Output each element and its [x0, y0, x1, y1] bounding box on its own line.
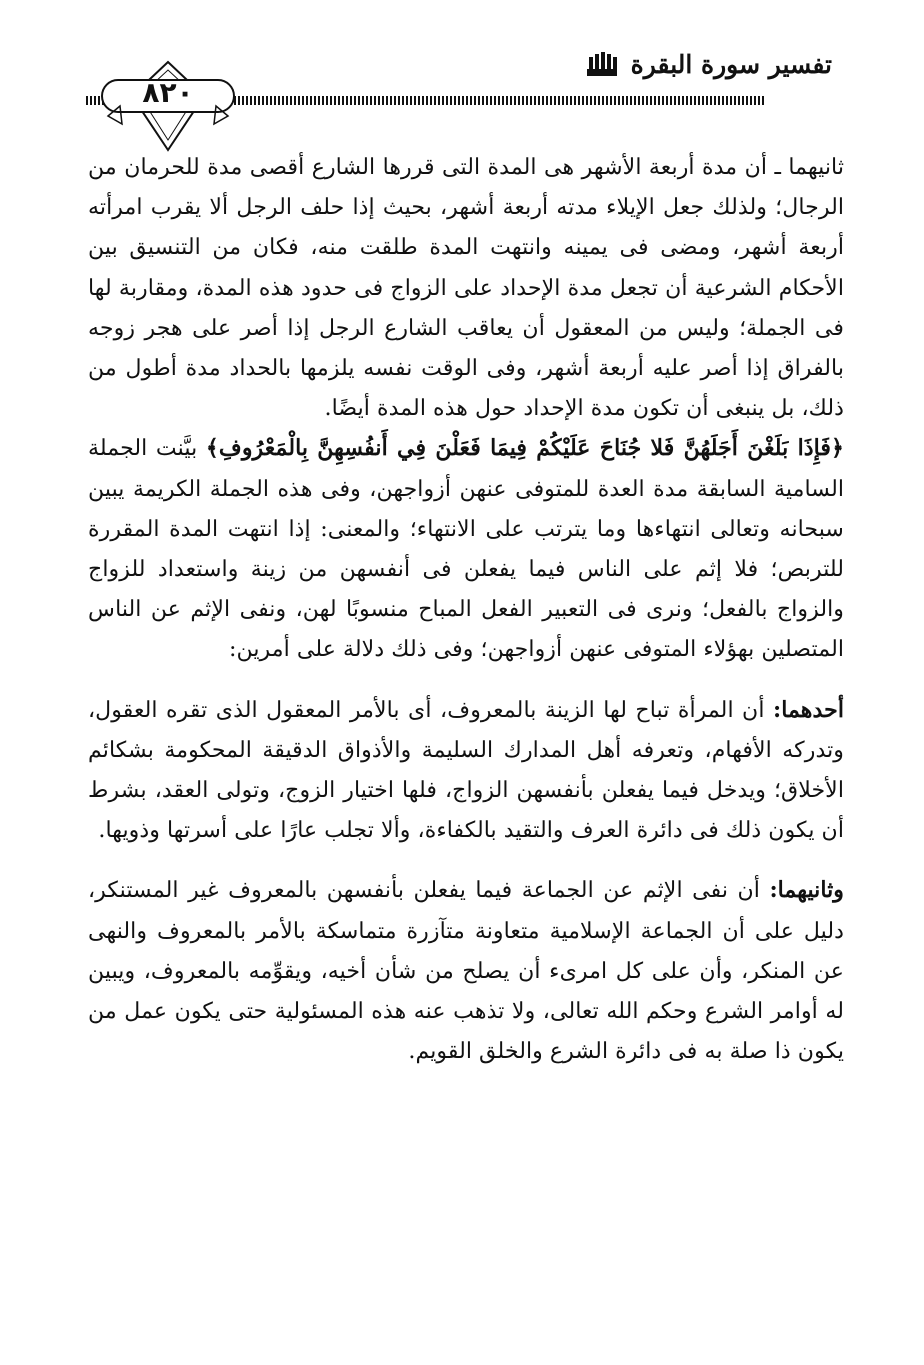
paragraph-text: أن المرأة تباح لها الزينة بالمعروف، أى بالأمر المعقول الذى تقره العقول، وتدركه الأفهام، وتعرفه أهل المدارك السليمة والأذواق الدقيقة المحكومة بشكائم الأخلاق؛ ويدخل فيما يفعلن بأنفسهن الزواج، فلها اختيار الزوج، وتولى العقد، بشرط أن يكون ذلك فى دائرة العرف والتقيد بالكفاءة، وألا تجلب عارًا على أسرتها وذويها. [88, 696, 845, 844]
running-title-text: تفسير سورة البقرة [630, 50, 832, 79]
paragraph-text: أن نفى الإثم عن الجماعة فيما يفعلن بأنفسهن بالمعروف غير المستنكر، دليل على أن الجماعة الإسلامية متعاونة متآزرة متماسكة بالأمر بالمعروف والنهى عن المنكر، وأن على كل امرىء أن يصلح من شأن أخيه، ويقوِّمه بالمعروف، ويبين له أوامر الشرع وحكم الله تعالى، ولا تذهب عنه هذه المسئولية حتى يكون عمل من يكون ذا صلة به فى دائرة الشرع والخلق القويم. [88, 877, 844, 1065]
paragraph-3 [88, 690, 844, 851]
paragraph-text: ثانيهما ـ أن مدة أربعة الأشهر هى المدة التى قررها الشارع أقصى مدة للحرمان من الرجال؛ ولذلك جعل الإيلاء مدته أربعة أشهر، بحيث إذا حلف الرجل ألا يقرب امرأته أربعة أشهر، ومضى فى يمينه وانتهت المدة طلقت منه، فكان من التنسيق بين الأحكام الشرعية أن تجعل مدة الإحداد على الزواج فى حدود هذه المدة، ومقاربة لها فى الجملة؛ وليس من المعقول أن يعاقب الشارع الرجل إذا أصر على هجر زوجه بالفراق إذا أصر عليه أربعة أشهر، وفى الوقت نفسه يلزمها بالحداد مدة أطول من ذلك، بل ينبغى أن تكون مدة الإحداد حول هذه المدة أيضًا. [88, 154, 844, 422]
paragraph-4 [88, 870, 844, 1071]
paragraph-lead: وثانيهما: [769, 877, 844, 904]
crown-ornament-icon [585, 51, 619, 79]
paragraph-1 [88, 147, 844, 428]
paragraph-2 [88, 428, 844, 669]
page-number: ٨٢٠ [142, 76, 194, 109]
page-header [0, 0, 924, 150]
paragraph-text: بيَّنت الجملة السامية السابقة مدة العدة للمتوفى عنهن أزواجهن، وفى هذه الجملة الكريمة يبين سبحانه وتعالى انتهاءها وما يترتب على الانتهاء؛ والمعنى: إذا انتهت المدة المقررة للتربص؛ فلا إثم على الناس فيما يفعلن فى أنفسهن من زينة واستعداد للزواج والزواج بالفعل؛ ونرى فى التعبير الفعل المباح منسوبًا لهن، ونفى الإثم عن الناس المتصلين بهؤلاء المتوفى عنهن أزواجهن؛ وفى ذلك دلالة على أمرين: [88, 435, 844, 663]
page-body [88, 147, 844, 1071]
quran-verse: ﴿فَإِذَا بَلَغْنَ أَجَلَهُنَّ فَلا جُنَاحَ عَلَيْكُمْ فِيمَا فَعَلْنَ فِي أَنفُسِهِنَّ بِالْمَعْرُوفِ﴾ [205, 435, 844, 462]
paragraph-lead: أحدهما: [773, 696, 845, 723]
running-title [585, 50, 832, 79]
